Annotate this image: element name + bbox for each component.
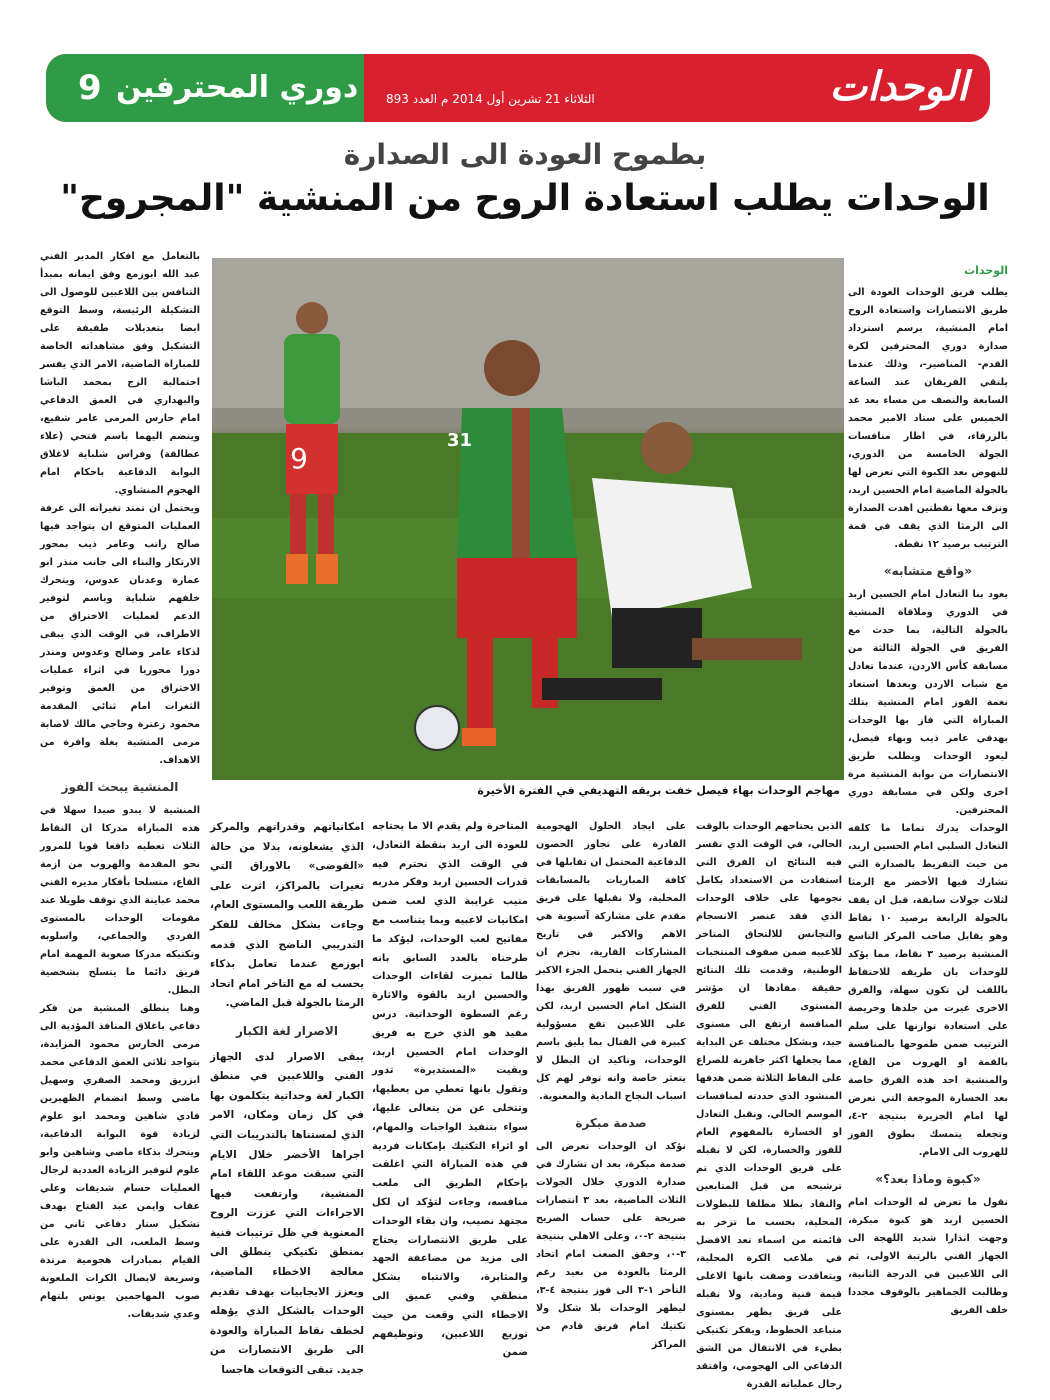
photo-caption: مهاجم الوحدات بهاء فيصل خفت بريقه التهديفي في الفترة الأخيرة [477,784,840,797]
page-number: 9 [78,68,102,108]
back-number: 9 [290,442,308,475]
subheading: «واقع متشابه» [883,564,973,578]
paragraph: بالتعامل مع افكار المدير الفني عبد الله ابوزمع وفق ايمانه بمبدأ التنافس بين اللاعبين للوصول الى التشكيلة الرئيسة، وسط التوقع ايضا بتعديلات طفيفة على التشكيل وفق مشاهداته الخاصة للمباراة الماضية، الامر الذي يفسر احتمالية الزج بمحمد الباشا والبهداري في العمق الدفاعي امام حارس المرمى عامر شفيع، وينضم اليهما باسم فتحي (علاء عطالقة) وفراس شلباية لاغلاق البوابة الدفاعية باحكام امام الهجوم المنشاوي. [40,251,200,496]
column-intro [848,262,1008,1320]
section-label: دوري المحترفين [116,70,359,105]
column-bottom-3 [372,818,528,1363]
byline: الوحدات [964,264,1008,277]
subheading: الاصرار لغة الكبار [236,1023,338,1038]
column-bottom-2 [536,818,686,1354]
paragraph: ويحتمل ان تمتد تغيراته الى غرفة العمليات المتوقع ان يتواجد فيها صالح راتب وعامر ذيب بمحور الارتكاز والبناء الى جانب منذر ابو عمارة وعدنان عدوس، ويتحرك خلفهم شلباية وباسم لتوفير الدعم لعمليات الاختراق من الاطراف، في الوقت الذي يبقى لذكاء عامر وصالح وعدوس ومنذر دورا محوريا في اثراء عمليات الاختراق من العمق وتوفير الثغرات امام ثنائي المقدمة محمود زعترة وحاجي مالك لاصابة مرمى المنشية بغلة وافرة من الاهداف. [40,503,200,766]
paragraph: وهنا ينطلق المنشية من فكر دفاعي باغلاق المنافذ المؤدية الى مرمى الحارس محمود المزايدة، بتواجد ثلاثي العمق الدفاعي محمد ابزريق ومحمد الصقري وسهيل ماضي وسط انضمام الظهيرين فادي شاهين ومحمد ابو علوم لزيادة قوة البوابة الدفاعية، ويتحرك بذكاء ماضي وشاهين وابو علوم لتوفير الزيادة العددية لرجال العمليات حسام شديفات وعلي عقاب وايمن عبد الفتاح بهدف تشكيل ستار دفاعي ثاني من وسط الملعب، الى القدرة على القيام بمبادرات هجومية مرتدة وسريعة لايصال الكرات الملعوبة صوب المهاجمين يونس بلتهام وعدي شديفات. [40,1003,200,1320]
header-bar [46,54,990,122]
subheading: المنشية يبحث الفوز [61,780,179,794]
jersey-number: 31 [446,430,472,451]
paragraph: على ايجاد الحلول الهجومية القادرة على تجاوز الحصون الدفاعية المحتمل ان تقابلها في كافة المباريات بالمسابقات المحلية، ولا نقبلها على فريق مقدم على مشاركة آسيوية هي الاهم والاكبر في تاريخ المشاركات القارية، نجزم ان الجهاز الفني يتحمل الجزء الاكبر في سبب ظهور الفريق بهذا الشكل امام الحسين اربد، لكن على اللاعبين تقع مسؤولية كبيرة في القتال بما يليق باسم الوحدات، وتاكيد ان البطل لا يتعثر خاصة وانه توفر لهم كل اسباب النجاح المادية والمعنوية. [536,821,686,1102]
column-bottom-1 [696,818,842,1394]
photo-illustration [212,258,844,780]
paragraph: امكانياتهم وقدراتهم والمركز الذي يشغلونه، بدلا من حالة «الفوضى» بالاوراق التي تغيرات بالمراكز، اثرت على طريقة اللعب والمستوى العام، وجاءت بشكل مخالف للفكر التدريبي الناضج الذي قدمه ابوزمع عندما تعامل بذكاء يحسب له مع التاخر امام اتحاد الرمثا بالجولة قبل الماضي. [210,821,364,1010]
column-left [40,248,200,1324]
paragraph: نقول ما تعرض له الوحدات امام الحسين اربد هو كبوة مبكرة، وجهت انذارا شديد اللهجة الى الجهاز الفني بالرتبة الاولى، ثم الى اللاعبين في الدرجة الثانية، وطالبت الجماهير بالوقوف مجددا خلف الفريق [848,1197,1008,1316]
paragraph: يبقى الاصرار لدى الجهاز الفني واللاعبين في منطق الكبار لغة وحداتية يتكلمون بها في كل زمان ومكان، الامر الذي لمستناها بالتدريبات التي اجراها الأخضر خلال الايام التي سبقت موعد اللقاء امام المنشية، وارتفعت فيها الاجراءات التي عززت الروح المعنوية في ظل ترتيبات فنية بمنطق تكتيكي ينطلق الى معالجة الاخطاء الماضية، ويعزز الايجابيات بهدف تقديم الوحدات بالشكل الذي يؤهله لخطف نقاط المباراة والعودة الى طريق الانتصارات من جديد. تبقى التوقعات هاجسا [210,1050,364,1377]
subheading: «كبوة وماذا بعد؟» [875,1172,981,1186]
kicker: بطموح العودة الى الصدارة [343,138,707,171]
paragraph: نؤكد ان الوحدات تعرض الى صدمة مبكرة، بعد ان تشارك في صدارة الدوري خلال الجولات الثلاث الماضية، بعد ٣ انتصارات صريحة على حساب الصريح بنتيجة ٢-٠، وعلى الاهلي بنتيجة ٣-٠، وحقق الصعب امام اتحاد الرمثا بالعودة من بعيد رغم التأخر ١-٣ الى فوز بنتيجة ٤-٣، ليظهر الوحدات بلا شكل ولا تكتيك امام فريق قادم من المراكز [536,1141,686,1350]
paragraph: يعود بنا التعادل امام الحسين اربد في الدوري وملاقاة المنشية بالجولة التالية، بما حدث مع الفريق في الجولة الثالثة من مسابقة كأس الاردن، عندما تعادل مع شباب الاردن وبعدها استعاد نغمة الفوز امام المنشية بتلك المباراة التي فاز بها الوحدات بهدفي عامر ذيب وبهاء فيصل، ليعود الوحدات ويطلب طريق الانتصارات من بوابة المنشية مرة اخرى ولكن في مسابقة دوري المحترفين. [848,589,1008,816]
paragraph: الوحدات يدرك تماما ما كلفه التعادل السلبي امام الحسين اربد، من حيث التفريط بالصدارة التي تشارك فيها الأخضر مع الرمثا لثلاث جولات سابقة، قبل ان يقف بالجولة الرابعة برصيد ١٠ نقاط وهو يقابل صاحب المركز التاسع المنشية برصيد ٣ نقاط، مما يؤكد للوحدات بان طريقه للاحتفاظ باللقب لن تكون سهلة، والفرق الاخرى غيرت من جلدها وحريصة على استعادة توازنها على سلم الترتيب ضمن طموحها بالمنافسة بالقمة او الهروب من القاع، والمنشية احد هذه الفرق خاصة بعد الخسارة الموجعة التي تعرض لها امام الجزيرة بنتيجة ٢-٤، وتجعله يتمسك بطوق الفوز للهروب الى الامام. [848,823,1008,1158]
newspaper-logo: الوحدات [829,64,968,110]
issue-line: الثلاثاء 21 تشرين أول 2014 م العدد 893 [386,92,595,106]
paragraph: المتاخرة ولم يقدم الا ما يحتاجه للعودة الى اربد بنقطة التعادل، في الوقت الذي نحترم فيه قدرات الحسين اربد وفكر مدربه منيب غرايبة الذي لعب ضمن امكانيات لاعبيه وبما يتناسب مع مفاتيح لعب الوحدات، ليؤكد ما طرحناه بالعدد السابق بانه طالما تميزت لقاءات الوحدات والحسين اربد بالقوة والاثارة رغم السطوة الوحداتية. درس مفيد هو الذي خرج به فريق الوحدات امام الحسين اربد، وبقيت «المستديرة» تدور وتقول بانها تعطي من يعطيها، وتتخلى عن من يتعالى عليها، سواء بتنفيذ الواجبات والمهام، او اثراء التكتيك بإمكانات فردية في هذه المباراة التي اغلقت بإحكام الطريق الى ملعب منافسه، وجاءت لتؤكد ان لكل مجتهد نصيب، وان بقاء الوحدات على طريق الانتصارات يحتاج الى مزيد من مضاعفة الجهد والمثابرة، والانتباه بشكل منطقي وفني عميق الى الاخطاء التي وقعت من حيث توزيع اللاعبين، وتوظيفهم ضمن [372,821,528,1359]
subheading: صدمة مبكرة [575,1116,647,1130]
paragraph: الذين يحتاجهم الوحدات بالوقت الحالي، في الوقت الذي تقسر فيه النتائج ان الفرق التي استفادت من الاستعداد بكامل نجومها على خلاف الوحدات الذي فقد عنصر الانسجام والتجانس للالتحاق المتاخر للاعبيه ضمن صفوف المنتخبات الوطنية، وقدمت تلك النتائج حقيقة مفادها ان مؤشر المستوى الفني للفرق المنافسة ارتفع الى مستوى جيد، وبشكل مختلف عن البداية مما يجعلها اكثر جاهزية للصراع على النقاط الثلاثة ضمن هدفها المنشود الذي حددته لمنافسات الموسم الحالي. ونقبل التعادل او الخسارة بالمفهوم العام للفوز والخسارة، لكن لا نقبله على فريق الوحدات الذي تم ترشيحه من قبل المتابعين والنقاد بطلا مطلقا للبطولات المحلية، بحسب ما تزخر به قائمته من اسماء تعد الافضل في ملاعب الكرة المحلية، ويتعاقدت وصفت بانها الاغلى قيمة فنية ومادية، ولا نقبله على فريق يظهر بمستوى متباعد الخطوط، ويفكر تكتيكي بطيء في الانتقال من الشق الدفاعي الى الهجومي، وافتقد رجال عملياته القدرة [696,821,842,1390]
headline: الوحدات يطلب استعادة الروح من المنشية "المجروح" [60,178,990,219]
column-bottom-4 [210,818,364,1381]
section-tab [46,54,364,122]
paragraph: يطلب فريق الوحدات العودة الى طريق الانتصارات واستعادة الروح امام المنشية، برسم استرداد صدارة دوري المحترفين لكرة القدم- المناصير-، وذلك عندما يلتقي الفريقان عند الساعة السابعة والنصف من مساء بعد غد الخميس على ستاد الامير محمد بالزرقاء، في اطار منافسات الجولة الخامسة من الدوري، للنهوض بعد الكبوة التي تعرض لها بالجولة الماضية امام الحسين اربد، ونزف معها نقطتين اهدت الصدارة الى الرمثا الذي يقف في قمة الترتيب برصيد ١٢ نقطة. [848,287,1008,550]
paragraph: المنشية لا يبدو صيدا سهلا في هذه المباراة مدركا ان النقاط الثلاث تعطيه دافعا قويا للمرور نحو المقدمة والهروب من ازمة القاع، متسلحا بأفكار مديره الفني محمد عباينة الذي توقف طويلا عند مقومات الوحدات بالمستوى الفردي والجماعي، واسلوبه وتكتيكه مدركا صعوبة المهمة امام فريق دائما ما يتسلح بشخصية البطل. [40,805,200,996]
match-photo [212,258,844,780]
ball-icon [415,706,459,750]
